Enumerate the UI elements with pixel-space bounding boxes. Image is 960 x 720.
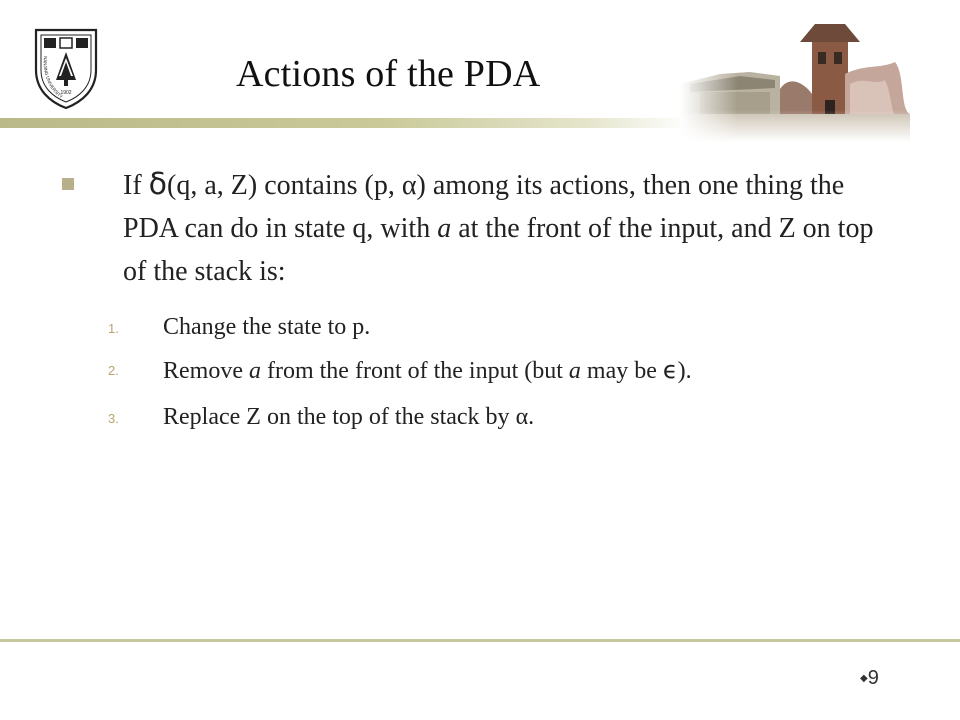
list-number: 1. — [108, 321, 119, 336]
slide-title: Actions of the PDA — [236, 53, 541, 95]
delta-symbol: δ — [148, 167, 168, 202]
list-number: 2. — [108, 363, 119, 378]
list-text: Remove a from the front of the input (but a may be ϵ). — [163, 356, 692, 384]
alpha-symbol: α — [401, 170, 417, 201]
logo-university-name: NANJING UNIVERSITY — [42, 55, 64, 100]
page-dot-icon: ◆ — [860, 673, 868, 685]
bullet-marker — [62, 178, 74, 190]
alpha-symbol: α — [515, 404, 529, 430]
footer-rule — [0, 639, 960, 642]
main-paragraph: If δ(q, a, Z) contains (p, α) among its actions, then one thing the PDA can do in state q, with a at the front of the input, and Z on top of the stack is: — [123, 167, 874, 287]
page-number: ◆9 — [860, 667, 879, 689]
logo-year: 1902 — [60, 90, 72, 96]
list-number: 3. — [108, 411, 119, 426]
epsilon-symbol: ϵ — [662, 356, 678, 384]
list-text: Change the state to p. — [163, 314, 371, 340]
list-text: Replace Z on the top of the stack by α. — [163, 404, 535, 430]
